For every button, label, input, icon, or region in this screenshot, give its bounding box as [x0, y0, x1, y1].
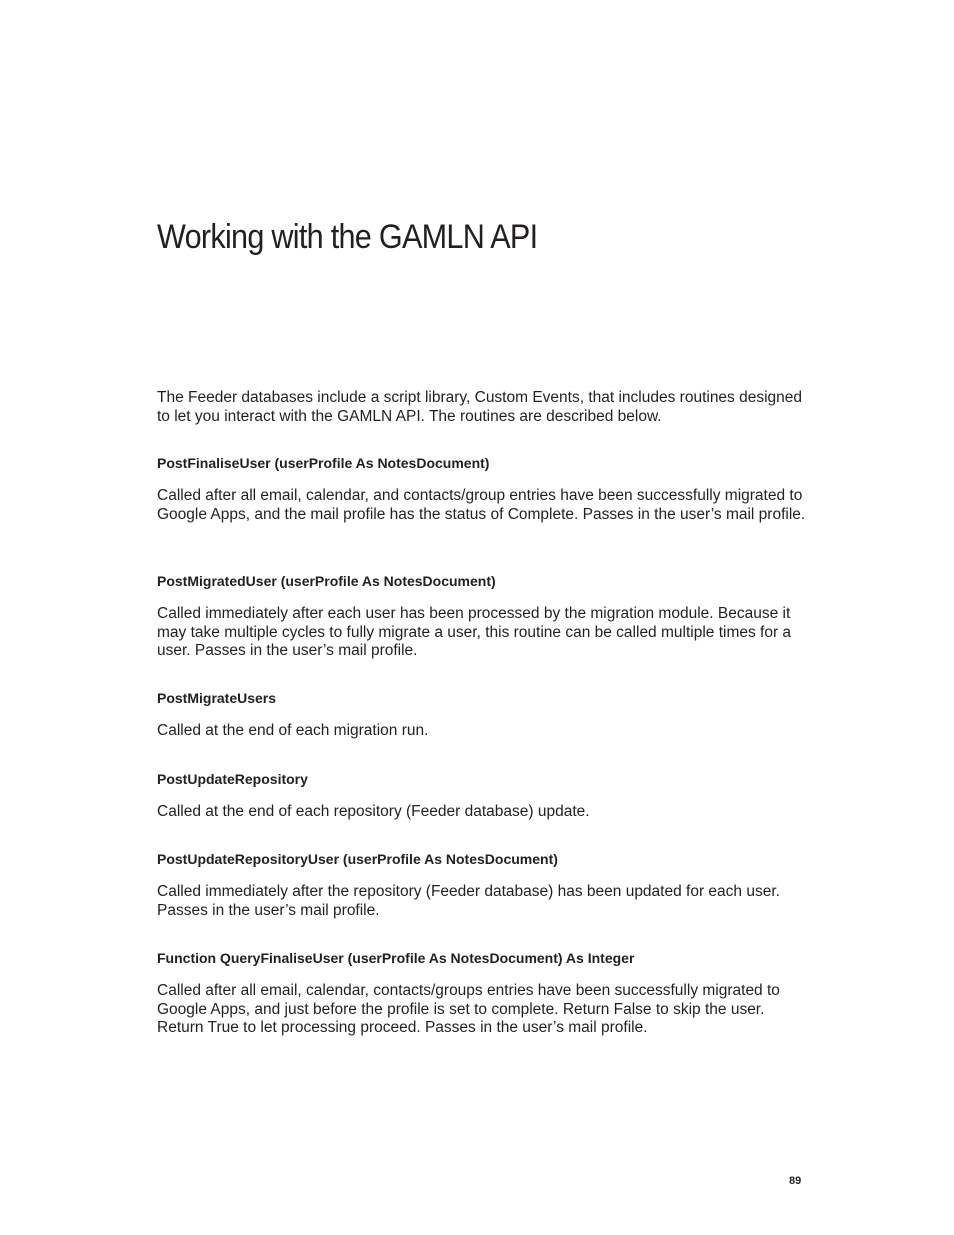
routine-description: Called immediately after each user has been processed by the migration module. Because it may take multiple cycles to fully migrate a user, this routine can be called multiple times for a user. Passes in the user’s mail profile. — [157, 605, 792, 659]
routine-heading: PostMigratedUser (userProfile As NotesDocument) — [157, 573, 496, 589]
page-number: 89 — [789, 1175, 802, 1187]
routine-post-finalise-user — [157, 453, 807, 524]
routine-heading: Function QueryFinaliseUser (userProfile As NotesDocument) As Integer — [157, 950, 635, 966]
page-title: Working with the GAMLN API — [157, 218, 538, 256]
routine-post-update-repository — [157, 769, 807, 822]
routine-heading: PostUpdateRepositoryUser (userProfile As NotesDocument) — [157, 851, 558, 867]
routine-query-finalise-user — [157, 948, 807, 1038]
routine-post-migrate-users — [157, 688, 807, 741]
routine-heading: PostUpdateRepository — [157, 771, 308, 787]
routine-heading: PostFinaliseUser (userProfile As NotesDocument) — [157, 455, 490, 471]
intro-paragraph: The Feeder databases include a script library, Custom Events, that includes routines designed to let you interact with the GAMLN API. The routines are described below. — [157, 389, 803, 425]
routine-post-migrated-user — [157, 571, 807, 661]
routine-post-update-repository-user — [157, 849, 807, 920]
routine-description: Called after all email, calendar, contacts/groups entries have been successfully migrated to Google Apps, and just before the profile is set to complete. Return False to skip the user. Return True to let processing proceed. Passes in the user’s mail profile. — [157, 982, 780, 1036]
routine-description: Called immediately after the repository (Feeder database) has been updated for each user. Passes in the user’s mail profile. — [157, 883, 780, 919]
routine-heading: PostMigrateUsers — [157, 690, 277, 706]
routine-description: Called at the end of each repository (Feeder database) update. — [157, 803, 590, 820]
routine-description: Called at the end of each migration run. — [157, 722, 429, 739]
routine-description: Called after all email, calendar, and contacts/group entries have been successfully migrated to Google Apps, and the mail profile has the status of Complete. Passes in the user’s mail profile. — [157, 487, 806, 523]
